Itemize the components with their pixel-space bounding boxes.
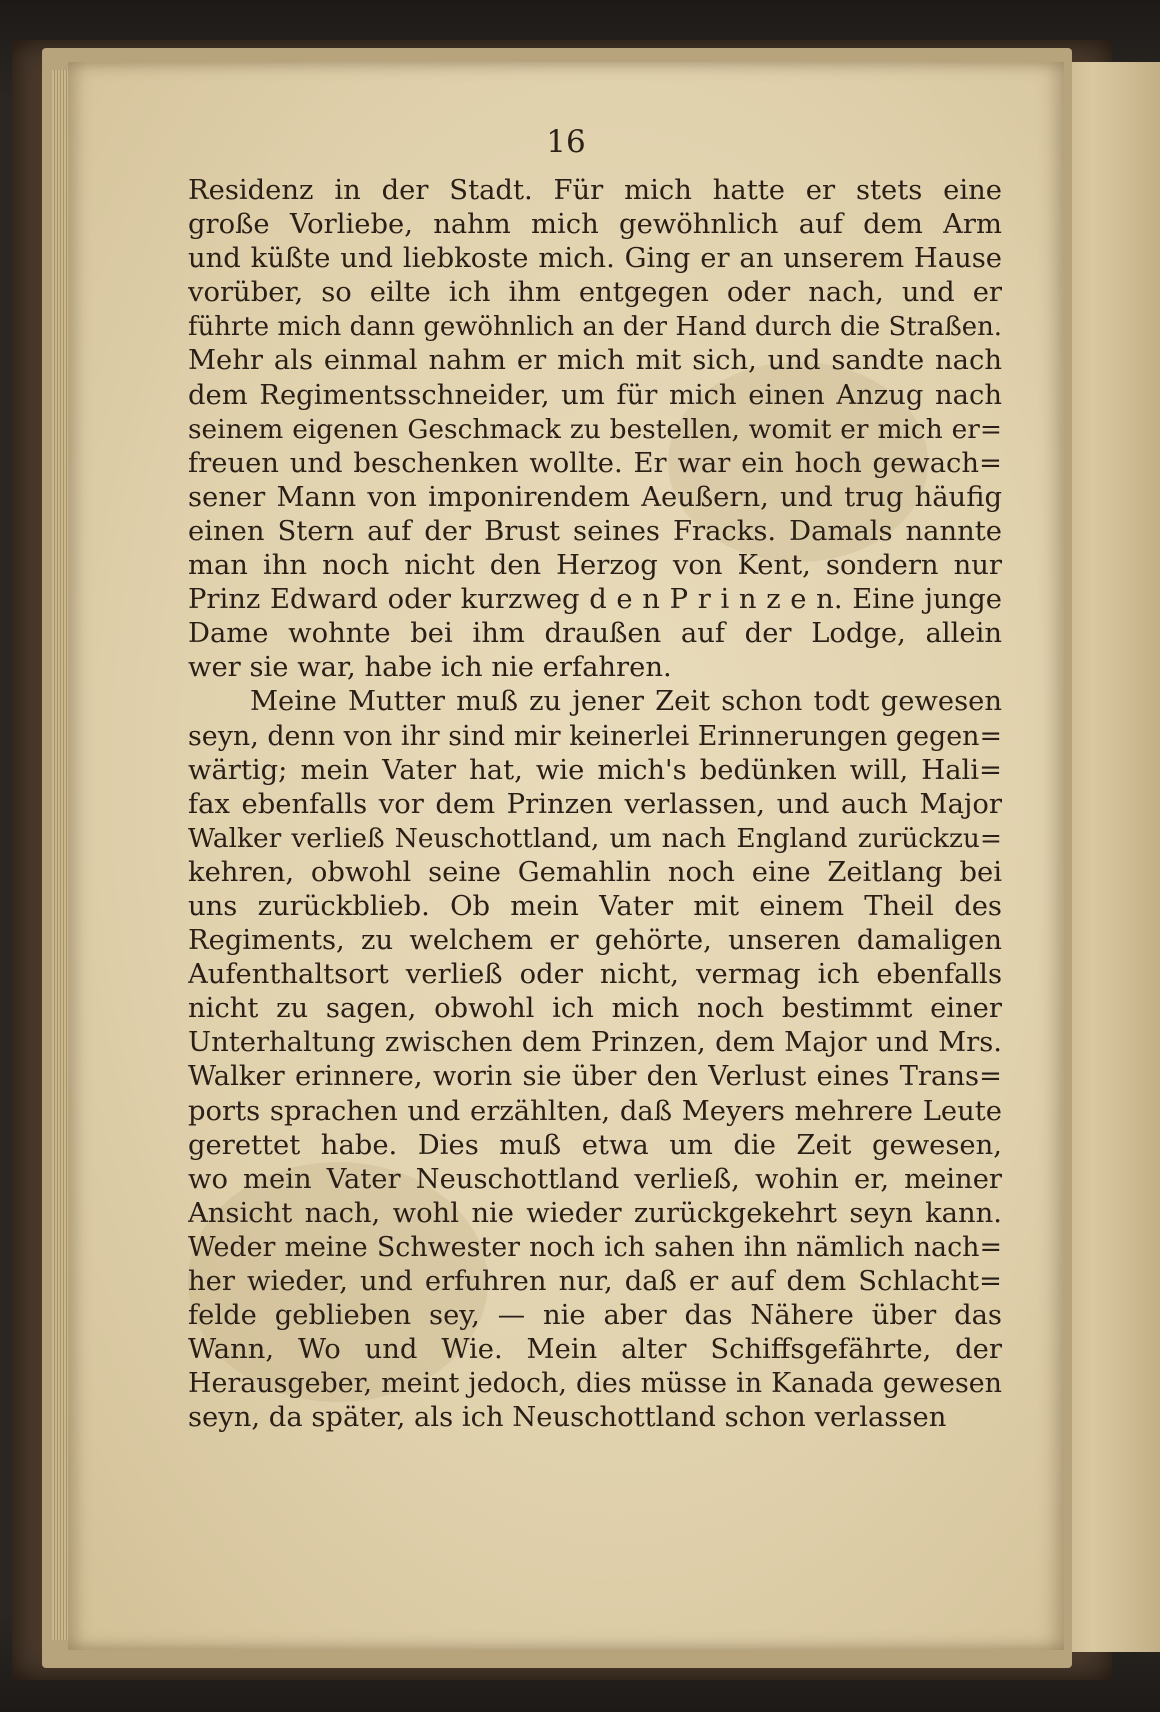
- text-line: Prinz Edward oder kurzweg d e n P r i n z e n. Eine junge: [188, 584, 1002, 616]
- text-line: seinem eigenen Geschmack zu bestellen, womit er mich er=: [188, 413, 1002, 445]
- text-line: kehren, obwohl seine Gemahlin noch eine Zeitlang bei: [188, 856, 1002, 888]
- text-line: Regiments, zu welchem er gehörte, unseren damaligen: [188, 925, 1002, 957]
- text-line: Residenz in der Stadt. Für mich hatte er stets eine: [188, 175, 1002, 206]
- text-line: fax ebenfalls vor dem Prinzen verlassen, und auch Major: [188, 788, 1002, 820]
- text-line: Herausgeber, meint jedoch, dies müsse in Kanada gewesen: [188, 1368, 1002, 1400]
- text-line: Walker verließ Neuschottland, um nach England zurückzu=: [188, 822, 1002, 854]
- text-line: wo mein Vater Neuschottland verließ, wohin er, meiner: [188, 1163, 1002, 1195]
- text-line: und küßte und liebkoste mich. Ging er an unserem Hause: [188, 243, 1002, 275]
- text-line: gerettet habe. Dies muß etwa um die Zeit gewesen,: [188, 1129, 1002, 1161]
- text-line: freuen und beschenken wollte. Er war ein hoch gewach=: [188, 447, 1002, 479]
- text-line: Mehr als einmal nahm er mich mit sich, und sandte nach: [188, 345, 1002, 377]
- text-line: sener Mann von imponirendem Aeußern, und trug häufig: [188, 481, 1002, 513]
- text-line: Dame wohnte bei ihm draußen auf der Lodge, allein: [188, 618, 1002, 650]
- text-line: nicht zu sagen, obwohl ich mich noch bestimmt einer: [188, 993, 1002, 1025]
- text-line: große Vorliebe, nahm mich gewöhnlich auf dem Arm: [188, 209, 1002, 241]
- body-text: [188, 174, 1002, 1435]
- text-line: Unterhaltung zwischen dem Prinzen, dem Major und Mrs.: [188, 1027, 1002, 1059]
- text-line: seyn, da später, als ich Neuschottland schon verlassen: [188, 1402, 947, 1434]
- text-line: Wann, Wo und Wie. Mein alter Schiffsgefährte, der: [188, 1334, 1002, 1366]
- text-line: wer sie war, habe ich nie erfahren.: [188, 652, 672, 684]
- text-line: man ihn noch nicht den Herzog von Kent, sondern nur: [188, 550, 1002, 582]
- text-line: Weder meine Schwester noch ich sahen ihn nämlich nach=: [188, 1231, 1002, 1263]
- text-line: ports sprachen und erzählten, daß Meyers mehrere Leute: [188, 1095, 1002, 1127]
- page-edges: [52, 70, 68, 1640]
- text-line: Aufenthaltsort verließ oder nicht, vermag ich ebenfalls: [188, 959, 1002, 991]
- text-line: vorüber, so eilte ich ihm entgegen oder nach, und er: [188, 277, 1002, 309]
- text-line: her wieder, und erfuhren nur, daß er auf dem Schlacht=: [188, 1266, 1002, 1297]
- facing-page-edge: [1062, 62, 1160, 1652]
- text-line: einen Stern auf der Brust seines Fracks. Damals nannte: [188, 515, 1002, 547]
- text-line: führte mich dann gewöhnlich an der Hand durch die Straßen.: [188, 312, 1002, 343]
- text-line: Meine Mutter muß zu jener Zeit schon todt gewesen: [250, 686, 1002, 718]
- page-number: 16: [546, 124, 586, 160]
- text-line: Ansicht nach, wohl nie wieder zurückgekehrt seyn kann.: [188, 1197, 1002, 1229]
- text-line: Walker erinnere, worin sie über den Verlust eines Trans=: [188, 1061, 1002, 1093]
- text-line: seyn, denn von ihr sind mir keinerlei Erinnerungen gegen=: [188, 720, 1002, 752]
- text-line: wärtig; mein Vater hat, wie mich's bedünken will, Hali=: [188, 754, 1002, 786]
- text-line: uns zurückblieb. Ob mein Vater mit einem Theil des: [188, 890, 1002, 922]
- text-line: felde geblieben sey, — nie aber das Nähere über das: [188, 1300, 1002, 1332]
- text-line: dem Regimentsschneider, um für mich einen Anzug nach: [188, 379, 1002, 411]
